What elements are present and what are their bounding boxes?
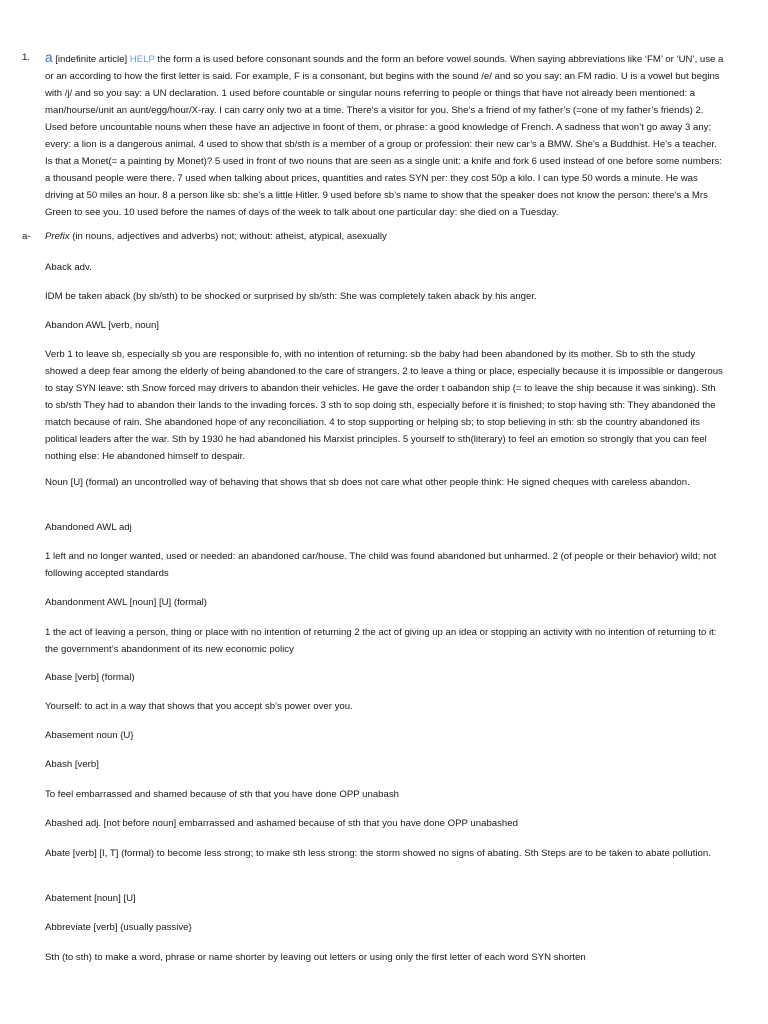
paragraph: Abandoned AWL adj	[45, 522, 132, 533]
paragraph: To feel embarrassed and shamed because of sth that you have done OPP unabash	[45, 789, 399, 800]
paragraph: Abbreviate [verb] {usually passive}	[45, 922, 192, 933]
list-number: 1.	[22, 52, 31, 63]
paragraph: Noun [U] (formal) an uncontrolled way of behaving that shows that sb does not care what other people think: He signed cheques with careless abandon.	[45, 477, 690, 488]
paragraph: Yourself: to act in a way that shows that you accept sb’s power over you.	[45, 701, 353, 712]
paragraph: IDM be taken aback (by sb/sth) to be shocked or surprised by sb/sth: She was completely taken aback by his anger.	[45, 291, 537, 302]
paragraph: Abatement [noun] [U]	[45, 893, 136, 904]
definition-text: the form a is used before consonant sounds and the form an before vowel sounds. When saying abbreviations like ‘FM’ or ‘UN’, use a or an according to how the first letter is said. For example, F is a consonant, but begins with the sound /e/ and so you say: an FM radio. U is a vowel but begins with /j/ and so you say: a UN declaration. 1 used before countable or singular nouns referring to people or things that have not already been mentioned: a man/hourse/unit an aunt/egg/hour/X-ray. I can carry only two at a time. There’s a visitor for you. She’s a friend of my father’s (=one of my father’s friends) 2. Used before uncountable nouns when these have an adjective in foont of them, or phrase: a good knowledge of French. A sadness that won’t go away 3 any; every: a lion is a dangerous animal. 4 used to show that sb/sth is a member of a group or profession: their new car’s a BMW. She’s a Buddhist. He’s a teacher. Is that a Monet(= a painting by Monet)? 5 used in front of two nouns that are seen as a single unit: a knife and fork 6 used instead of one before some numbers: a thousand people were there. 7 used when talking about prices, quantities and rates SYN per: they cost 50p a kilo. I can type 50 words a minute. He was driving at 50 miles an hour. 8 a person like sb: she’s a little Hitler. 9 used before sb’s name to show that the speaker does not know the person: there’s a Mrs Green to see you. 10 used before the names of days of the week to talk about one particular day: she died on a Tuesday.	[45, 54, 724, 218]
word-class-label: [indefinite article]	[55, 54, 128, 65]
paragraph: Abashed adj. [not before noun] embarrassed and ashamed because of sth that you have done OPP unabashed	[45, 818, 518, 829]
paragraph: 1 left and no longer wanted, used or needed: an abandoned car/house. The child was found abandoned but unharmed. 2 (of people or their behavior) wild; not following accepted standards	[45, 551, 717, 579]
definition-text: (in nouns, adjectives and adverbs) not; without: atheist, atypical, asexually	[72, 231, 387, 242]
entry-a	[22, 49, 724, 221]
list-number: a-	[22, 231, 31, 242]
paragraph: Abasement noun {U}	[45, 730, 134, 741]
paragraph: Abase [verb] (formal)	[45, 672, 135, 683]
entry-prefix-body	[45, 228, 724, 245]
paragraph: Abandon AWL [verb, noun]	[45, 320, 159, 331]
paragraph: Verb 1 to leave sb, especially sb you are responsible fo, with no intention of returning: sb the baby had been abandoned by its mother. Sb to sth the study showed a deep fear among the elderly of being abandoned to the care of strangers. 2 to leave a thing or place, especially because it is impossible or dangerous to stay SYN leave: sth Snow forced may drivers to abandon their vehicles. He gave the order t oabandon ship (= to leave the ship because it was sinking). Sth to sb/sth They had to abandon their lands to the invading forces. 3 sth to sop doing sth, especially before it is finished; to stop having sth: They abandoned the match because of rain. She abandoned hope of any reconciliation. 4 to stop supporting or helping sb; to stop believing in sth: sb the country abandoned its political leaders after the war. Sth by 1930 he had abandoned his Marxist principles. 5 yourself to sth(literary) to feel an emotion so strongly that you can feel nothing else: He abandoned himself to despair.	[45, 349, 723, 462]
paragraph: Abate [verb] [I, T] (formal) to become less strong; to make sth less strong: the storm showed no signs of abating. Sth Steps are to be taken to abate pollution.	[45, 848, 711, 859]
entry-prefix	[22, 228, 724, 245]
paragraph: Aback adv.	[45, 262, 92, 273]
entry-a-body	[45, 49, 724, 221]
headword: a	[45, 50, 53, 65]
paragraph: 1 the act of leaving a person, thing or place with no intention of returning 2 the act of giving up an idea or stopping an activity with no intention of returning to it: the government’s abandonment of its new economic policy	[45, 627, 717, 655]
paragraph: Abash [verb]	[45, 759, 99, 770]
help-link[interactable]: HELP	[129, 54, 155, 65]
prefix-label: Prefix	[45, 231, 70, 242]
paragraph: Abandonment AWL [noun] [U] (formal)	[45, 597, 207, 608]
paragraph: Sth (to sth) to make a word, phrase or name shorter by leaving out letters or using only the first letter of each word SYN shorten	[45, 952, 586, 963]
